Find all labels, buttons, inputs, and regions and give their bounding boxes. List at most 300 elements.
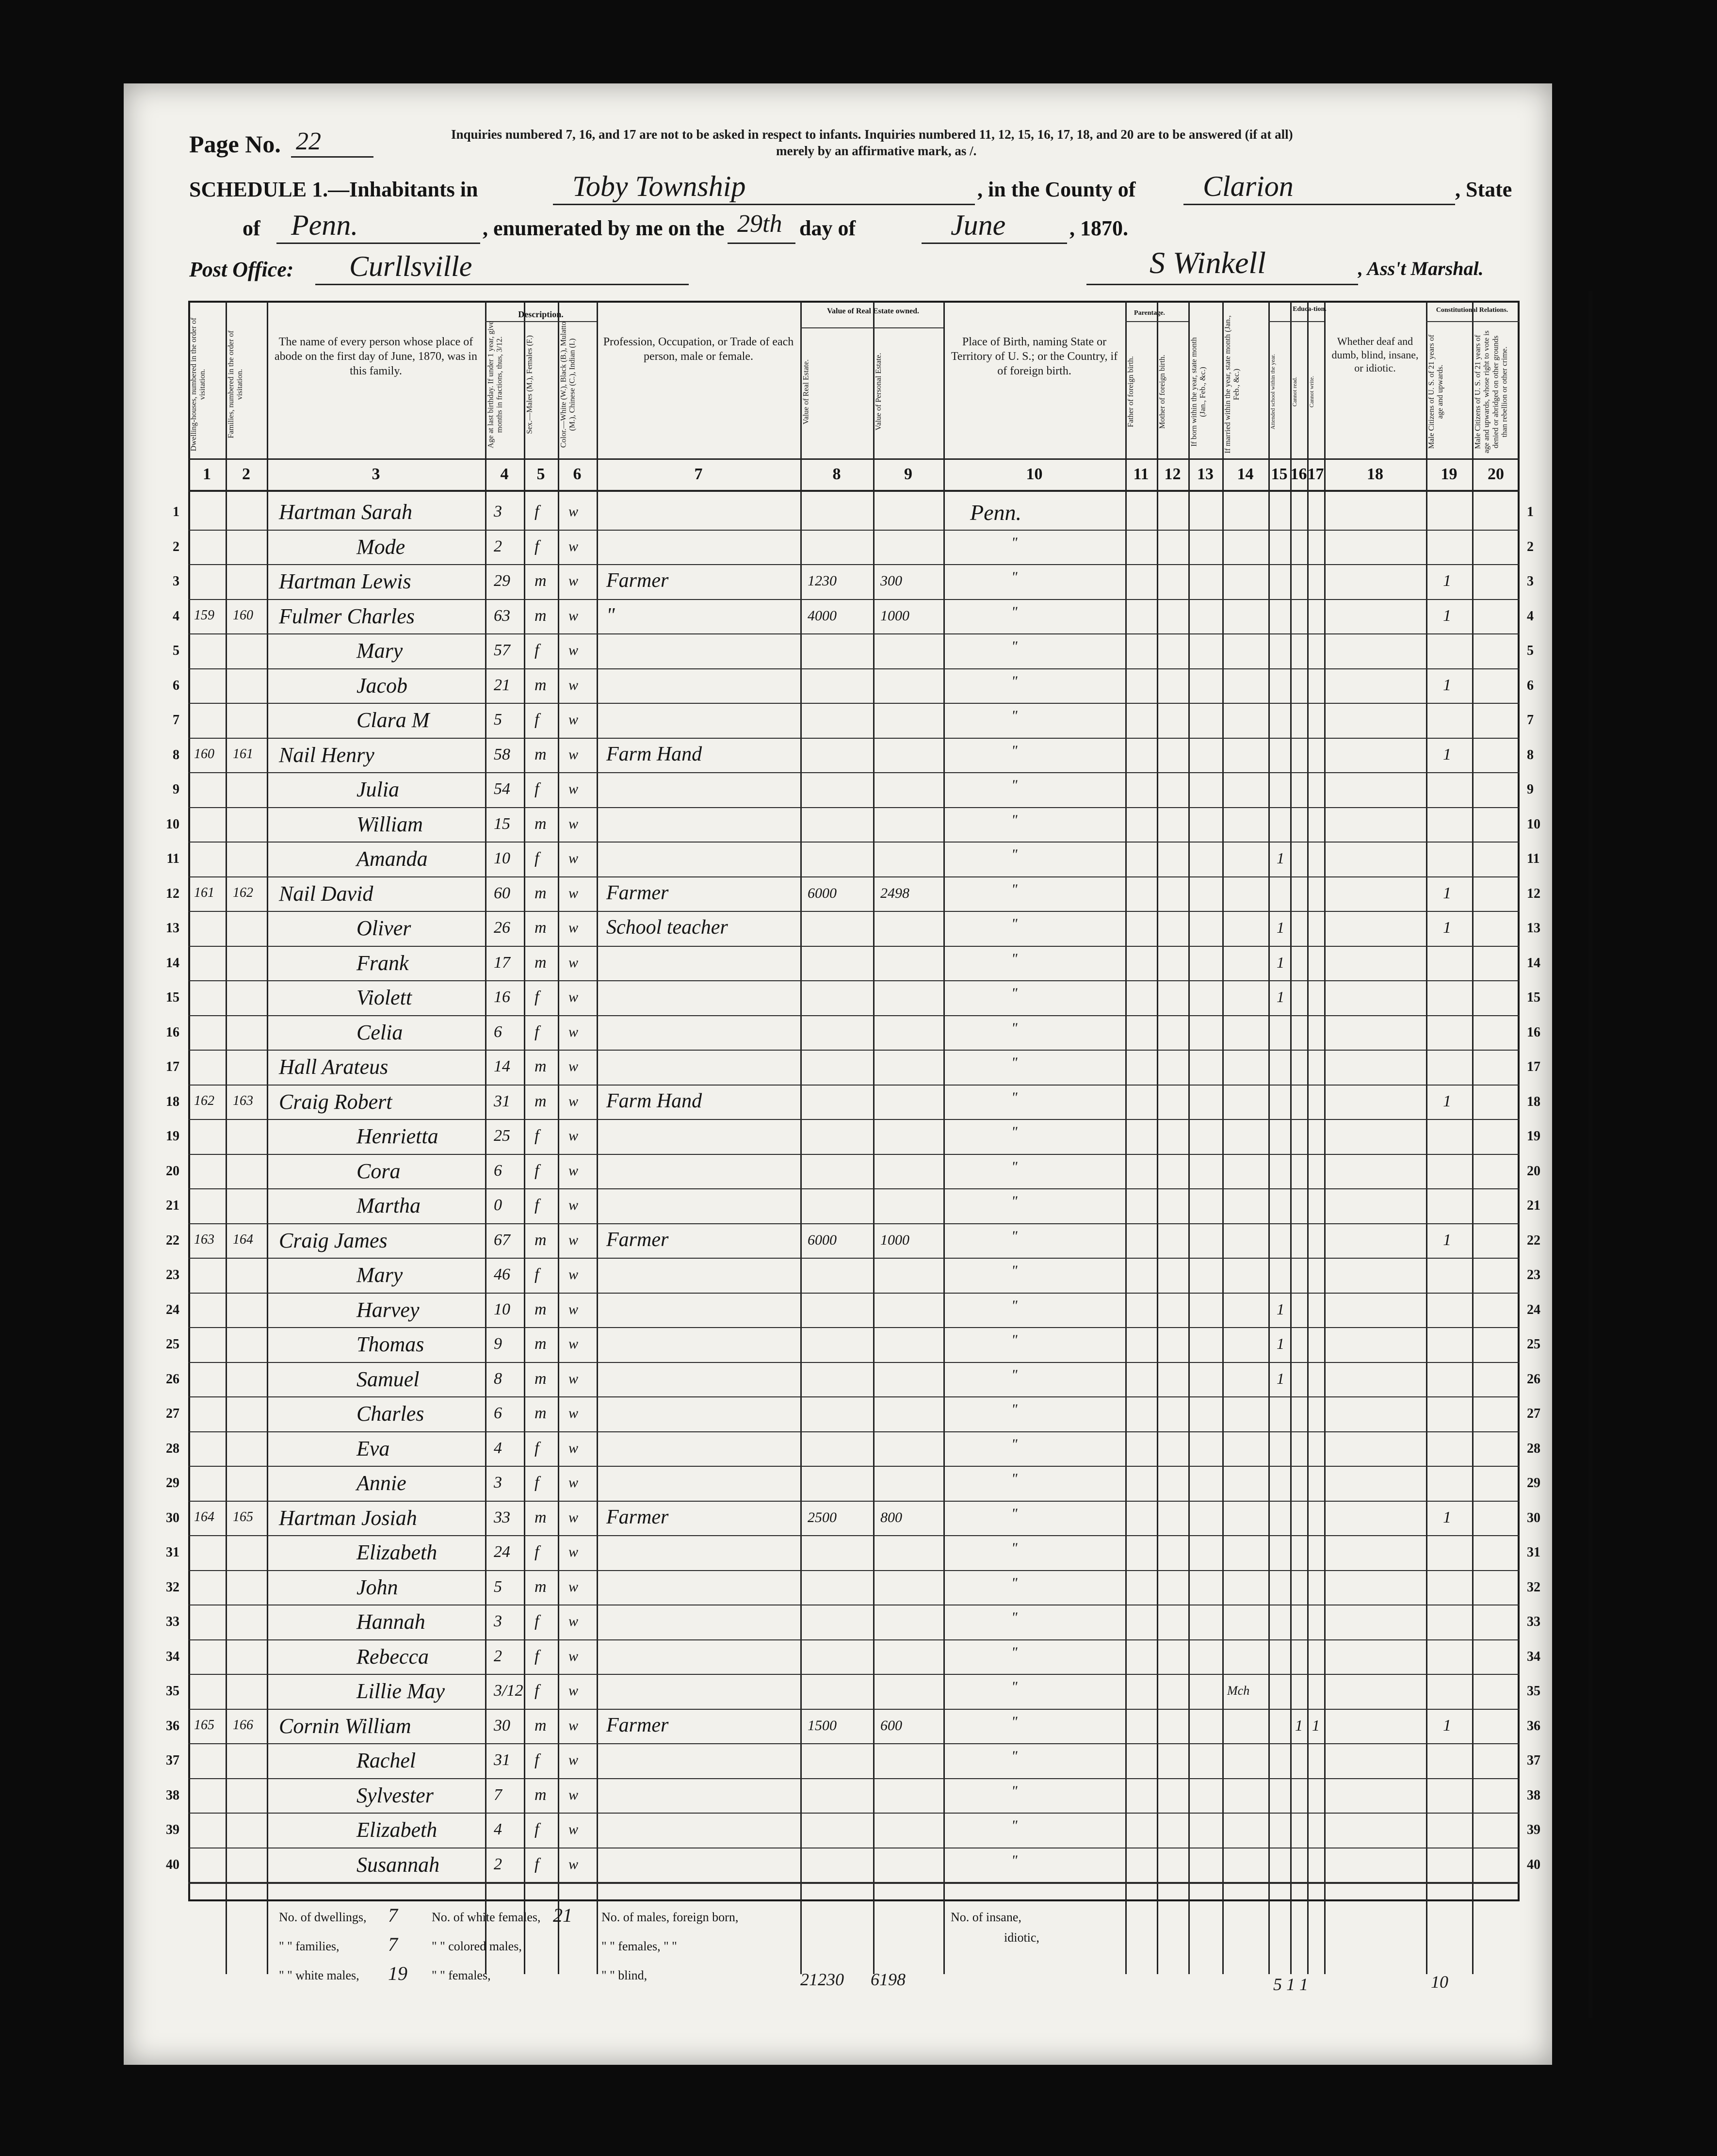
sex: m: [535, 745, 547, 763]
row-divider: [188, 1258, 1520, 1259]
line-number: 32: [1527, 1579, 1540, 1595]
sex: f: [535, 1855, 539, 1873]
place-of-birth: ": [1011, 1505, 1018, 1522]
column-number-5: 5: [536, 465, 545, 483]
person-name: Rachel: [356, 1749, 416, 1772]
group-constitutional: Constitutional Relations.: [1436, 307, 1508, 314]
age: 6: [494, 1404, 502, 1422]
column-header-3: The name of every person whose place of abode on the first day of June, 1870, was in this family.: [275, 336, 477, 377]
person-name: Thomas: [356, 1332, 424, 1356]
line-number: 34: [1527, 1649, 1540, 1664]
post-office-value: Curllsville: [349, 250, 472, 282]
column-number-9: 9: [904, 465, 912, 483]
color: w: [568, 1475, 579, 1491]
column-header-2: Families, numbered in the order of visitation.: [227, 330, 244, 438]
marshal-underline: [1086, 284, 1358, 285]
line-number: 20: [1527, 1163, 1540, 1179]
inquiry-note-1: Inquiries numbered 7, 16, and 17 are not to be asked in respect to infants. Inquiries numbered 11, 12, 15, 16, 17, 18, and 20 are to be answered (if at all): [451, 127, 1293, 142]
age: 29: [494, 572, 510, 590]
color: w: [568, 989, 579, 1005]
column-divider: [1426, 301, 1427, 1974]
page-number: 22: [296, 128, 321, 155]
line-number: 28: [1527, 1441, 1540, 1456]
column-header-6: Color.—White (W.), Black (B.), Mulatto (M.), Chinese (C.), Indian (I.): [559, 321, 577, 448]
line-number: 30: [166, 1510, 179, 1525]
line-number: 25: [1527, 1337, 1540, 1352]
line-number: 26: [166, 1371, 179, 1387]
sex: m: [535, 606, 547, 625]
age: 63: [494, 606, 510, 625]
person-name: Cora: [356, 1159, 401, 1183]
dwelling-number: 165: [194, 1717, 214, 1733]
real-estate-value: 1500: [808, 1717, 837, 1734]
day-value: 29th: [737, 210, 782, 238]
column-divider: [1125, 301, 1127, 1974]
male-citizen: 1: [1443, 676, 1451, 694]
line-number: 32: [166, 1579, 179, 1595]
male-citizen: 1: [1443, 1716, 1451, 1735]
line-number: 9: [173, 782, 179, 797]
dwelling-number: 161: [194, 885, 214, 900]
row-divider: [188, 1015, 1520, 1016]
sex: m: [535, 953, 547, 972]
sex: f: [535, 1022, 539, 1041]
person-name: Eva: [356, 1436, 390, 1460]
column-number-19: 19: [1441, 465, 1458, 483]
total-citizens: 10: [1431, 1972, 1448, 1992]
row-divider: [188, 1188, 1520, 1189]
line-number: 35: [1527, 1684, 1540, 1699]
sex: m: [535, 1716, 547, 1735]
line-number: 22: [1527, 1232, 1540, 1248]
place-of-birth: ": [1011, 1366, 1018, 1383]
column-divider: [943, 301, 945, 1974]
column-number-3: 3: [372, 465, 380, 483]
attended-school: 1: [1277, 919, 1284, 936]
age: 10: [494, 1300, 510, 1318]
column-divider: [267, 301, 268, 1974]
enumerated-label: , enumerated by me on the: [483, 216, 725, 240]
white-females-value: 21: [553, 1904, 572, 1926]
attended-school: 1: [1277, 1369, 1284, 1387]
line-number: 5: [173, 643, 179, 658]
colored-females-label: " " females,: [432, 1968, 491, 1982]
column-number-16: 16: [1290, 465, 1307, 483]
dwelling-number: 164: [194, 1509, 214, 1524]
dwellings-label: No. of dwellings,: [279, 1910, 367, 1924]
line-number: 14: [166, 955, 179, 971]
column-header-8: Value of Real Estate.: [802, 359, 810, 424]
person-name: Violett: [356, 986, 412, 1009]
marshal-signature: S Winkell: [1150, 245, 1266, 280]
line-number: 30: [1527, 1510, 1540, 1525]
row-divider: [188, 1535, 1520, 1536]
color: w: [568, 920, 579, 936]
birth-month: Mch: [1227, 1684, 1250, 1698]
column-number-10: 10: [1026, 465, 1043, 483]
column-number-7: 7: [694, 465, 703, 483]
column-header-14: If married within the year, state month (Jan., Feb., &c.): [1224, 315, 1241, 454]
line-number: 8: [1527, 747, 1534, 762]
group-line: [1125, 321, 1188, 322]
color: w: [568, 503, 579, 519]
row-divider: [188, 876, 1520, 877]
color: w: [568, 1578, 579, 1595]
line-number: 17: [1527, 1059, 1540, 1074]
row-divider: [188, 980, 1520, 981]
age: 6: [494, 1161, 502, 1180]
color: w: [568, 677, 579, 693]
male-citizen: 1: [1443, 572, 1451, 590]
sex: f: [535, 1612, 539, 1630]
attended-school: 1: [1277, 849, 1284, 867]
place-of-birth: ": [1011, 1574, 1018, 1591]
row-divider: [188, 1709, 1520, 1710]
age: 3: [494, 503, 502, 520]
line-number: 13: [166, 921, 179, 936]
group-parentage: Parentage.: [1134, 309, 1165, 317]
person-name: Hartman Sarah: [279, 500, 413, 524]
place-of-birth: ": [1011, 1436, 1018, 1452]
personal-estate-value: 600: [880, 1717, 902, 1734]
place-of-birth: ": [1011, 1020, 1018, 1036]
row-divider: [188, 564, 1520, 565]
personal-estate-value: 1000: [880, 607, 909, 624]
line-number: 19: [166, 1129, 179, 1144]
column-number-18: 18: [1367, 465, 1383, 483]
dwelling-number: 160: [194, 746, 214, 762]
color: w: [568, 815, 579, 832]
foreign-females-label: " " females, " ": [601, 1939, 677, 1953]
line-number: 24: [166, 1302, 179, 1317]
column-header-5: Sex.—Males (M.), Females (F.): [525, 335, 534, 434]
total-real-estate: 21230: [800, 1970, 844, 1989]
column-header-17: Cannot write.: [1308, 375, 1315, 408]
line-number: 17: [166, 1059, 179, 1074]
line-number: 31: [166, 1545, 179, 1560]
male-citizen: 1: [1443, 1092, 1451, 1110]
cannot-write: 1: [1312, 1716, 1320, 1734]
person-name: Mode: [356, 535, 405, 559]
line-number: 3: [173, 574, 179, 589]
color: w: [568, 1301, 579, 1317]
column-divider: [800, 301, 802, 1974]
color: w: [568, 1613, 579, 1629]
binding-hole: [1574, 325, 1590, 341]
line-number: 38: [166, 1787, 179, 1803]
place-of-birth: ": [1011, 1228, 1018, 1244]
age: 5: [494, 1577, 502, 1596]
person-name: Hartman Josiah: [279, 1506, 417, 1530]
color: w: [568, 1821, 579, 1837]
line-number: 10: [1527, 816, 1540, 832]
sex: m: [535, 1369, 547, 1388]
row-divider: [188, 1327, 1520, 1328]
color: w: [568, 1856, 579, 1872]
line-number: 29: [1527, 1475, 1540, 1491]
line-number: 7: [173, 713, 179, 728]
row-divider: [188, 946, 1520, 947]
line-number: 21: [166, 1198, 179, 1213]
row-divider: [188, 530, 1520, 531]
schedule-label: SCHEDULE 1.—Inhabitants in: [189, 178, 478, 201]
color: w: [568, 607, 579, 624]
line-number: 10: [166, 816, 179, 832]
person-name: Lillie May: [356, 1679, 445, 1703]
sex: f: [535, 537, 539, 555]
sex: f: [535, 641, 539, 659]
column-number-2: 2: [242, 465, 250, 483]
place-of-birth: ": [1011, 1609, 1018, 1625]
sex: m: [535, 919, 547, 937]
column-divider: [1222, 301, 1224, 1974]
column-divider: [1290, 301, 1292, 1974]
row-divider: [188, 1778, 1520, 1779]
age: 3/12: [494, 1682, 523, 1700]
column-header-16: Cannot read.: [1291, 376, 1298, 407]
sex: m: [535, 676, 547, 694]
post-office-underline: [315, 284, 689, 285]
color: w: [568, 1683, 579, 1699]
age: 21: [494, 676, 510, 694]
column-divider: [558, 301, 559, 1974]
place-of-birth: ": [1011, 916, 1018, 932]
age: 7: [494, 1785, 502, 1804]
line-number: 1: [173, 504, 179, 519]
line-number: 8: [173, 747, 179, 762]
line-number: 9: [1527, 782, 1534, 797]
color: w: [568, 850, 579, 866]
row-divider: [188, 772, 1520, 773]
column-divider: [1157, 301, 1158, 1974]
person-name: Clara M: [356, 708, 430, 732]
state-underline: [276, 243, 480, 244]
age: 31: [494, 1751, 510, 1769]
column-header-7: Profession, Occupation, or Trade of each person, male or female.: [603, 336, 794, 363]
occupation: Farmer: [606, 1506, 669, 1528]
column-divider: [1188, 301, 1190, 1974]
place-of-birth: ": [1011, 950, 1018, 967]
blind-label: " " blind,: [601, 1968, 648, 1982]
column-number-6: 6: [573, 465, 582, 483]
row-divider: [188, 807, 1520, 808]
age: 25: [494, 1127, 510, 1145]
place-of-birth: ": [1011, 1332, 1018, 1348]
row-divider: [188, 703, 1520, 704]
line-number: 33: [166, 1614, 179, 1629]
place-of-birth: ": [1011, 638, 1018, 654]
line-number: 21: [1527, 1198, 1540, 1213]
color: w: [568, 1648, 579, 1664]
attended-school: 1: [1277, 953, 1284, 971]
person-name: Jacob: [356, 673, 408, 697]
age: 46: [494, 1265, 510, 1283]
group-line: [800, 327, 943, 328]
color: w: [568, 1544, 579, 1560]
column-header-13: If born within the year, state month (Jan., Feb., &c.): [1190, 337, 1207, 447]
column-divider: [485, 301, 486, 1974]
attended-school: 1: [1277, 1335, 1284, 1352]
sex: f: [535, 503, 539, 520]
person-name: Samuel: [356, 1367, 420, 1391]
row-divider: [188, 1466, 1520, 1467]
age: 2: [494, 1647, 502, 1665]
line-number: 4: [173, 608, 179, 624]
person-name: Fulmer Charles: [279, 604, 415, 628]
row-divider: [188, 738, 1520, 739]
attended-school: 1: [1277, 988, 1284, 1005]
column-header-19: Male Citizens of U. S. of 21 years of age and upwards.: [1427, 334, 1445, 449]
color: w: [568, 538, 579, 554]
person-name: Hartman Lewis: [279, 569, 411, 593]
sex: f: [535, 849, 539, 867]
person-name: Mary: [356, 1263, 403, 1287]
color: w: [568, 642, 579, 658]
line-number: 20: [166, 1163, 179, 1179]
column-number-13: 13: [1197, 465, 1214, 483]
age: 2: [494, 537, 502, 555]
line-number: 37: [166, 1753, 179, 1768]
color: w: [568, 1093, 579, 1109]
color: w: [568, 1266, 579, 1282]
line-number: 13: [1527, 921, 1540, 936]
white-females-label: No. of white females,: [432, 1910, 541, 1924]
line-number: 24: [1527, 1302, 1540, 1317]
sex: f: [535, 1647, 539, 1665]
sex: m: [535, 1404, 547, 1422]
dwelling-number: 163: [194, 1232, 214, 1247]
line-number: 31: [1527, 1545, 1540, 1560]
inquiry-note-2: merely by an affirmative mark, as /.: [776, 144, 977, 158]
place-of-birth: ": [1011, 1263, 1018, 1279]
person-name: Hannah: [356, 1610, 425, 1634]
line-number: 29: [166, 1475, 179, 1491]
column-header-18: Whether deaf and dumb, blind, insane, or idiotic.: [1331, 335, 1419, 374]
row-divider: [188, 1639, 1520, 1640]
age: 6: [494, 1022, 502, 1041]
color: w: [568, 1232, 579, 1248]
occupation: Farmer: [606, 1228, 669, 1251]
age: 0: [494, 1196, 502, 1214]
age: 9: [494, 1335, 502, 1353]
color: w: [568, 1405, 579, 1421]
insane-label: No. of insane,: [951, 1910, 1021, 1924]
occupation: Farm Hand: [606, 743, 702, 765]
sex: m: [535, 1092, 547, 1110]
row-divider: [188, 1570, 1520, 1571]
age: 17: [494, 953, 510, 972]
place-of-birth: ": [1011, 846, 1018, 862]
row-divider: [188, 1223, 1520, 1224]
line-number: 12: [1527, 886, 1540, 901]
line-number: 16: [1527, 1024, 1540, 1040]
age: 26: [494, 919, 510, 937]
line-number: 4: [1527, 608, 1534, 624]
sex: m: [535, 1300, 547, 1318]
place-of-birth: ": [1011, 534, 1018, 551]
place-of-birth: ": [1011, 708, 1018, 724]
column-header-11: Father of foreign birth.: [1127, 356, 1135, 427]
line-number: 14: [1527, 955, 1540, 971]
state-label: , State: [1455, 178, 1512, 201]
line-number: 40: [166, 1857, 179, 1872]
color: w: [568, 1023, 579, 1040]
row-divider: [188, 1674, 1520, 1675]
column-number-12: 12: [1164, 465, 1181, 483]
age: 3: [494, 1612, 502, 1630]
line-number: 23: [166, 1267, 179, 1282]
row-divider: [188, 1085, 1520, 1086]
sex: m: [535, 1508, 547, 1526]
day-of-label: day of: [799, 216, 856, 240]
color: w: [568, 1058, 579, 1074]
place-of-birth: ": [1011, 1540, 1018, 1556]
age: 2: [494, 1855, 502, 1873]
sex: m: [535, 572, 547, 590]
line-number: 27: [166, 1406, 179, 1421]
line-number: 19: [1527, 1129, 1540, 1144]
male-citizen: 1: [1443, 919, 1451, 937]
state-value: Penn.: [291, 209, 358, 241]
personal-estate-value: 300: [880, 573, 902, 589]
person-name: Craig Robert: [279, 1089, 392, 1114]
column-divider: [597, 301, 598, 1974]
place-of-birth: ": [1011, 881, 1018, 897]
of-label: of: [243, 216, 260, 240]
occupation: Farmer: [606, 881, 669, 904]
age: 24: [494, 1543, 510, 1561]
age: 15: [494, 814, 510, 833]
row-divider: [188, 1362, 1520, 1363]
male-citizen: 1: [1443, 884, 1451, 902]
person-name: William: [356, 812, 423, 836]
occupation: Farmer: [606, 569, 669, 592]
real-estate-value: 4000: [808, 607, 837, 624]
column-number-4: 4: [500, 465, 509, 483]
column-divider: [1324, 301, 1326, 1974]
row-divider: [188, 633, 1520, 634]
sex: m: [535, 814, 547, 833]
line-number: 27: [1527, 1406, 1540, 1421]
place-of-birth: ": [1011, 1471, 1018, 1487]
male-citizen: 1: [1443, 606, 1451, 625]
place-of-birth: ": [1011, 1089, 1018, 1105]
line-number: 40: [1527, 1857, 1540, 1872]
family-number: 163: [233, 1093, 253, 1108]
line-number: 3: [1527, 574, 1534, 589]
person-name: Celia: [356, 1020, 403, 1044]
place-of-birth: ": [1011, 811, 1018, 828]
row-divider: [188, 1050, 1520, 1051]
personal-estate-value: 1000: [880, 1232, 909, 1248]
person-name: Oliver: [356, 916, 411, 940]
idiotic-label: idiotic,: [1004, 1930, 1039, 1945]
place-of-birth: ": [1011, 673, 1018, 689]
row-divider: [188, 1396, 1520, 1397]
family-number: 161: [233, 746, 253, 762]
county-label: , in the County of: [977, 178, 1136, 201]
row-divider: [188, 1501, 1520, 1502]
line-number: 16: [166, 1024, 179, 1040]
place-of-birth: ": [1011, 1713, 1018, 1730]
binding-edge: [1588, 291, 1592, 2018]
place-of-birth: ": [1011, 1124, 1018, 1140]
dwelling-number: 162: [194, 1093, 214, 1108]
line-number: 18: [1527, 1094, 1540, 1109]
column-divider: [1268, 301, 1270, 1974]
column-divider: [1307, 301, 1309, 1974]
person-name: Annie: [356, 1471, 406, 1495]
